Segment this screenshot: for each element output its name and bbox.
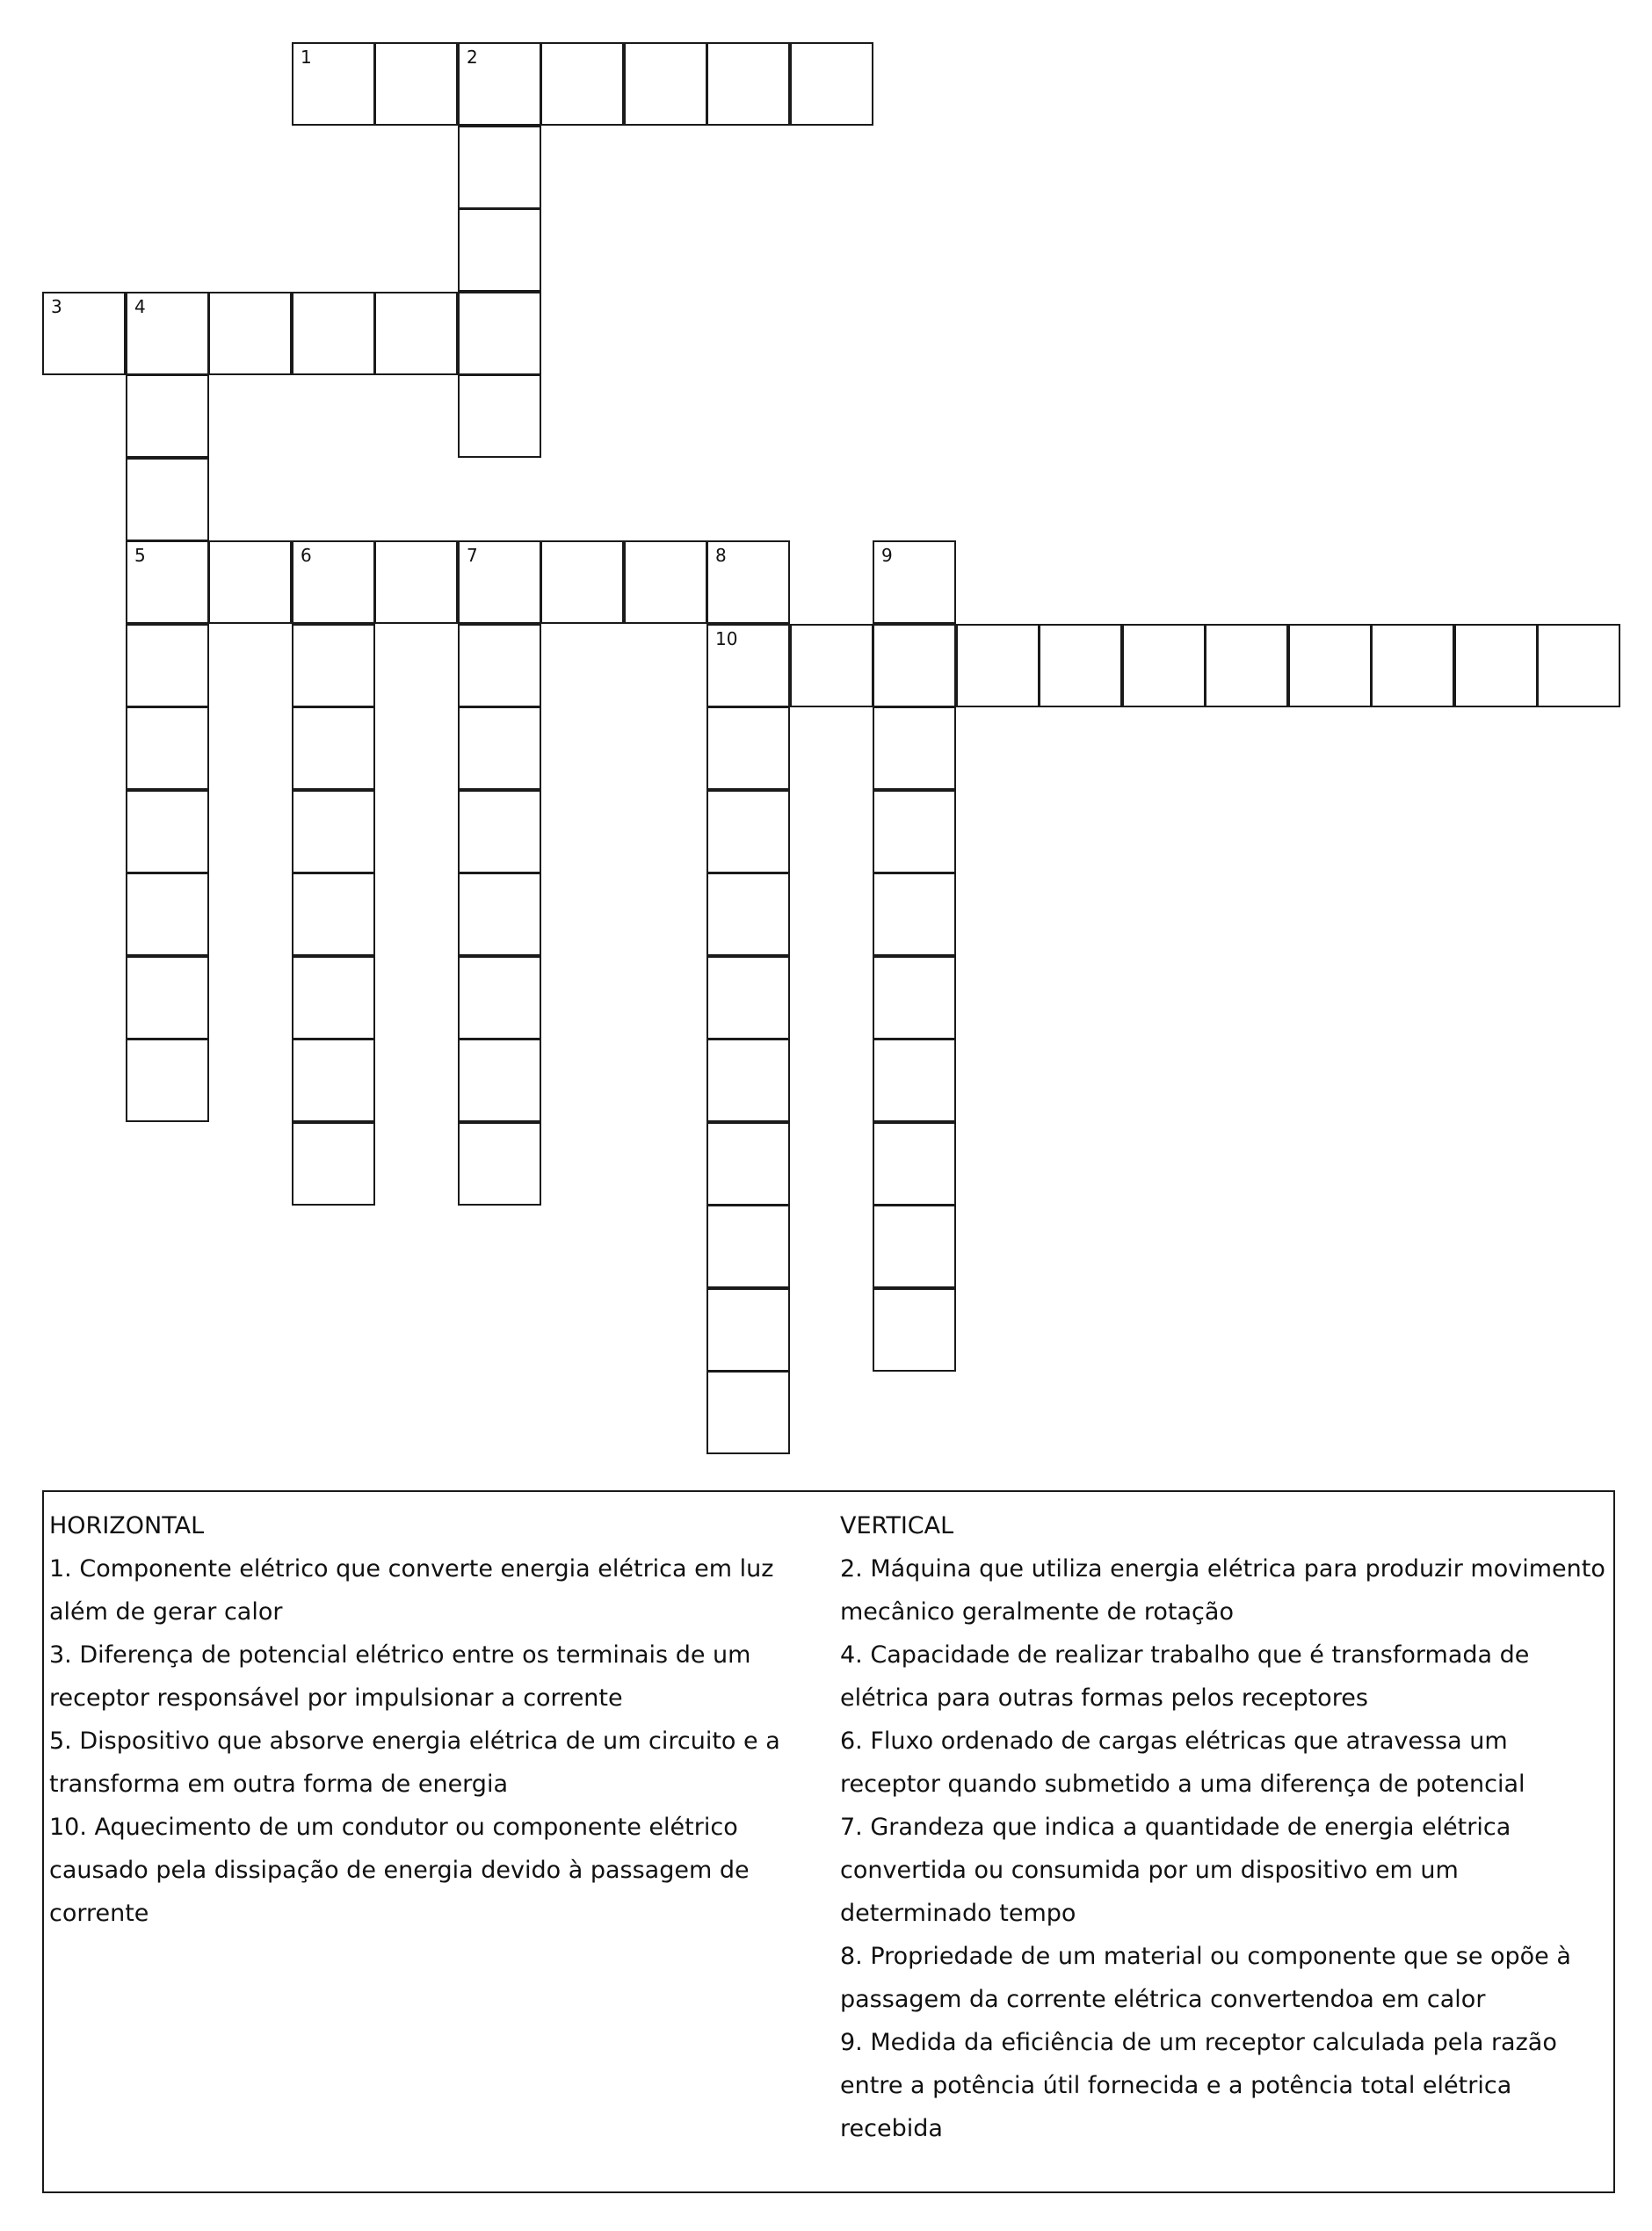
crossword-cell[interactable] bbox=[292, 1122, 375, 1206]
crossword-cell[interactable] bbox=[208, 292, 292, 375]
crossword-cell[interactable] bbox=[873, 1122, 956, 1206]
clue-number: 10 bbox=[715, 628, 738, 649]
crossword-cell[interactable] bbox=[292, 873, 375, 956]
crossword-cell[interactable] bbox=[292, 790, 375, 873]
clue-number: 4 bbox=[134, 296, 146, 317]
crossword-cell[interactable] bbox=[706, 790, 790, 873]
clue-down-7: 7. Grandeza que indica a quantidade de energia elétrica convertida ou consumida por um dispositivo em um determinado tempo bbox=[840, 1814, 1511, 1927]
clue-number: 1 bbox=[301, 47, 312, 68]
crossword-cell[interactable] bbox=[873, 1205, 956, 1288]
crossword-cell[interactable] bbox=[458, 790, 541, 873]
crossword-cell[interactable] bbox=[1205, 624, 1288, 707]
crossword-cell[interactable] bbox=[458, 374, 541, 458]
crossword-cell[interactable] bbox=[624, 42, 707, 126]
crossword-cell[interactable] bbox=[624, 540, 707, 624]
crossword-cell[interactable] bbox=[1454, 624, 1538, 707]
crossword-cell[interactable] bbox=[873, 790, 956, 873]
crossword-cell[interactable] bbox=[706, 1122, 790, 1206]
crossword-cell[interactable] bbox=[126, 790, 209, 873]
crossword-cell[interactable] bbox=[126, 706, 209, 790]
clue-number: 3 bbox=[51, 296, 62, 317]
crossword-cell[interactable] bbox=[126, 624, 209, 707]
crossword-cell[interactable] bbox=[126, 374, 209, 458]
crossword-cell[interactable] bbox=[706, 873, 790, 956]
crossword-cell[interactable] bbox=[374, 540, 458, 624]
clue-number: 8 bbox=[715, 545, 727, 566]
crossword-cell[interactable] bbox=[706, 42, 790, 126]
crossword-cell[interactable] bbox=[706, 1205, 790, 1288]
clue-across-3: 3. Diferença de potencial elétrico entre os terminais de um receptor responsável por impulsionar a corrente bbox=[49, 1641, 751, 1712]
crossword-cell[interactable] bbox=[292, 292, 375, 375]
clue-down-2: 2. Máquina que utiliza energia elétrica para produzir movimento mecânico geralmente de rotação bbox=[840, 1555, 1605, 1626]
crossword-cell[interactable] bbox=[873, 706, 956, 790]
crossword-cell[interactable] bbox=[126, 1039, 209, 1122]
crossword-cell[interactable] bbox=[873, 1288, 956, 1372]
crossword-cell[interactable] bbox=[706, 540, 790, 624]
crossword-cell[interactable] bbox=[1371, 624, 1454, 707]
crossword-cell[interactable] bbox=[458, 1122, 541, 1206]
clue-number: 5 bbox=[134, 545, 146, 566]
crossword-cell[interactable] bbox=[706, 624, 790, 707]
clues-vertical-heading: VERTICAL bbox=[840, 1512, 954, 1539]
crossword-cell[interactable] bbox=[458, 42, 541, 126]
crossword-cell[interactable] bbox=[374, 292, 458, 375]
clue-number: 2 bbox=[467, 47, 478, 68]
clue-down-6: 6. Fluxo ordenado de cargas elétricas que atravessa um receptor quando submetido a uma diferença de potencial bbox=[840, 1728, 1525, 1798]
clues-horizontal bbox=[49, 1504, 822, 1935]
crossword-cell[interactable] bbox=[292, 540, 375, 624]
crossword-cell[interactable] bbox=[873, 540, 956, 624]
crossword-cell[interactable] bbox=[292, 956, 375, 1039]
crossword-cell[interactable] bbox=[458, 292, 541, 375]
crossword-cell[interactable] bbox=[540, 540, 624, 624]
crossword-cell[interactable] bbox=[458, 1039, 541, 1122]
crossword-cell[interactable] bbox=[292, 624, 375, 707]
crossword-cell[interactable] bbox=[458, 873, 541, 956]
crossword-cell[interactable] bbox=[873, 1039, 956, 1122]
clue-number: 9 bbox=[881, 545, 893, 566]
crossword-cell[interactable] bbox=[1122, 624, 1206, 707]
crossword-cell[interactable] bbox=[292, 1039, 375, 1122]
crossword-cell[interactable] bbox=[873, 624, 956, 707]
crossword-cell[interactable] bbox=[706, 1039, 790, 1122]
crossword-cell[interactable] bbox=[1288, 624, 1372, 707]
crossword-cell[interactable] bbox=[126, 458, 209, 541]
clue-number: 7 bbox=[467, 545, 478, 566]
clue-across-5: 5. Dispositivo que absorve energia elétrica de um circuito e a transforma em outra forma de energia bbox=[49, 1728, 780, 1798]
crossword-cell[interactable] bbox=[458, 956, 541, 1039]
crossword-cell[interactable] bbox=[706, 706, 790, 790]
clues-vertical bbox=[840, 1504, 1613, 2150]
crossword-cell[interactable] bbox=[1039, 624, 1122, 707]
crossword-cell[interactable] bbox=[458, 208, 541, 292]
crossword-cell[interactable] bbox=[374, 42, 458, 126]
crossword-cell[interactable] bbox=[1537, 624, 1620, 707]
crossword-cell[interactable] bbox=[458, 624, 541, 707]
crossword-cell[interactable] bbox=[706, 1371, 790, 1454]
clue-down-8: 8. Propriedade de um material ou componente que se opõe à passagem da corrente elétrica convertendoa em calor bbox=[840, 1943, 1571, 2013]
crossword-cell[interactable] bbox=[458, 126, 541, 209]
crossword-cell[interactable] bbox=[126, 292, 209, 375]
crossword-cell[interactable] bbox=[706, 956, 790, 1039]
crossword-cell[interactable] bbox=[292, 42, 375, 126]
crossword-cell[interactable] bbox=[873, 873, 956, 956]
crossword-cell[interactable] bbox=[292, 706, 375, 790]
crossword-cell[interactable] bbox=[956, 624, 1040, 707]
clue-number: 6 bbox=[301, 545, 312, 566]
crossword-cell[interactable] bbox=[540, 42, 624, 126]
crossword-cell[interactable] bbox=[790, 42, 873, 126]
crossword-cell[interactable] bbox=[126, 873, 209, 956]
clues-horizontal-heading: HORIZONTAL bbox=[49, 1512, 205, 1539]
clue-down-4: 4. Capacidade de realizar trabalho que é transformada de elétrica para outras formas pelos receptores bbox=[840, 1641, 1530, 1712]
crossword-cell[interactable] bbox=[790, 624, 873, 707]
crossword-cell[interactable] bbox=[208, 540, 292, 624]
crossword-cell[interactable] bbox=[458, 706, 541, 790]
clue-across-1: 1. Componente elétrico que converte energia elétrica em luz além de gerar calor bbox=[49, 1555, 774, 1626]
crossword-cell[interactable] bbox=[42, 292, 126, 375]
crossword-cell[interactable] bbox=[873, 956, 956, 1039]
crossword-cell[interactable] bbox=[706, 1288, 790, 1372]
crossword-cell[interactable] bbox=[126, 956, 209, 1039]
clue-across-10: 10. Aquecimento de um condutor ou componente elétrico causado pela dissipação de energia devido à passagem de corrente bbox=[49, 1814, 750, 1927]
clue-box bbox=[42, 1490, 1615, 2193]
clue-down-9: 9. Medida da eficiência de um receptor calculada pela razão entre a potência útil fornecida e a potência total elétrica recebida bbox=[840, 2029, 1557, 2142]
crossword-cell[interactable] bbox=[126, 540, 209, 624]
crossword-cell[interactable] bbox=[458, 540, 541, 624]
